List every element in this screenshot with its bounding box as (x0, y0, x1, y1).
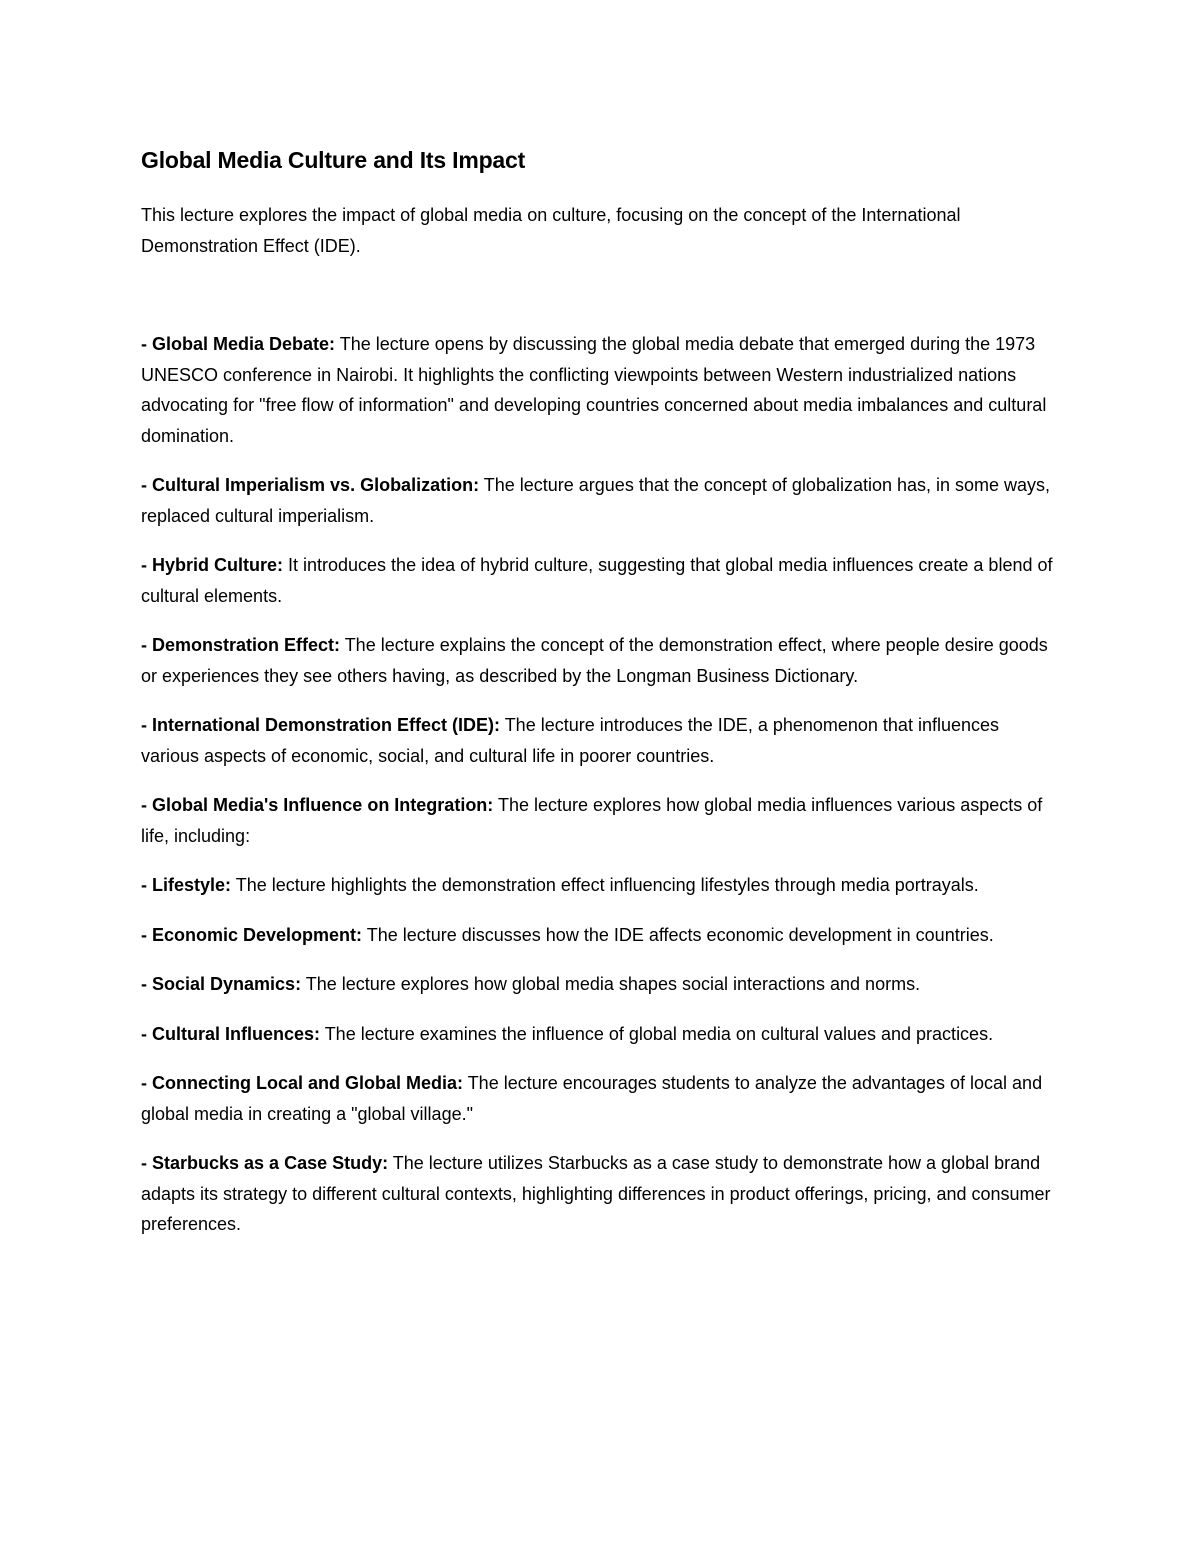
list-item-cultural-influences (141, 1019, 1056, 1050)
list-item-economic-development (141, 920, 1056, 951)
list-item-label: - Economic Development: (141, 924, 363, 945)
list-item-text: The lecture introduces the IDE, a phenomenon that influences various aspects of economic, social, and cultural life in poorer countries. (141, 715, 999, 766)
list-item-label: - Cultural Imperialism vs. Globalization: (141, 475, 480, 495)
intro-paragraph: This lecture explores the impact of global media on culture, focusing on the concept of the International Demonstration Effect (IDE). (141, 205, 961, 256)
list-item-text: The lecture argues that the concept of globalization has, in some ways, replaced cultural imperialism. (141, 475, 1051, 526)
list-item-text: The lecture encourages students to analyze the advantages of local and global media in creating a "global village." (141, 1073, 1043, 1124)
list-item-label: - Global Media's Influence on Integration: (141, 795, 494, 815)
list-item-label: - Lifestyle: (141, 875, 232, 895)
list-item-influence-on-integration (141, 790, 1056, 851)
list-item-label: - Starbucks as a Case Study: (141, 1153, 389, 1173)
list-item-demonstration-effect (141, 630, 1056, 691)
list-item-label: - Social Dynamics: (141, 974, 302, 994)
list-item-global-media-debate (141, 329, 1056, 451)
list-item-cultural-imperialism (141, 470, 1056, 531)
list-item-connecting-local-global (141, 1068, 1056, 1129)
list-item-text: The lecture opens by discussing the global media debate that emerged during the 1973 UNESCO conference in Nairobi. It highlights the conflicting viewpoints between Western industrialized nations advocating for "free flow of information" and developing countries concerned about media imbalances and cultural domination. (141, 334, 1047, 446)
list-item-text: The lecture highlights the demonstration effect influencing lifestyles through media portrayals. (231, 875, 979, 895)
list-item-label: - Global Media Debate: (141, 334, 336, 354)
bullet-list (141, 329, 1056, 1240)
list-item-international-demonstration-effect (141, 710, 1056, 771)
list-item-text: The lecture explains the concept of the demonstration effect, where people desire goods or experiences they see others having, as described by the Longman Business Dictionary. (141, 635, 1048, 686)
list-item-label: - International Demonstration Effect (IDE): (141, 715, 501, 735)
list-item-starbucks-case-study (141, 1148, 1056, 1240)
document-page (141, 140, 1056, 1259)
list-item-label: - Connecting Local and Global Media: (141, 1073, 464, 1093)
list-item-text: It introduces the idea of hybrid culture, suggesting that global media influences create a blend of cultural elements. (141, 555, 1053, 606)
list-item-social-dynamics (141, 969, 1056, 1000)
list-item-text: The lecture explores how global media influences various aspects of life, including: (141, 795, 1043, 846)
list-item-label: - Cultural Influences: (141, 1023, 321, 1044)
list-item-text: The lecture explores how global media shapes social interactions and norms. (301, 974, 921, 994)
list-item-text: The lecture discusses how the IDE affects economic development in countries. (362, 924, 994, 945)
document-title: Global Media Culture and Its Impact (141, 147, 526, 173)
list-item-hybrid-culture (141, 550, 1056, 611)
list-item-text: The lecture utilizes Starbucks as a case study to demonstrate how a global brand adapts its strategy to different cultural contexts, highlighting differences in product offerings, pricing, and consumer preferences. (141, 1153, 1051, 1234)
list-item-lifestyle (141, 870, 1056, 901)
list-item-label: - Demonstration Effect: (141, 635, 341, 655)
list-item-label: - Hybrid Culture: (141, 555, 283, 575)
list-item-text: The lecture examines the influence of global media on cultural values and practices. (320, 1023, 994, 1044)
